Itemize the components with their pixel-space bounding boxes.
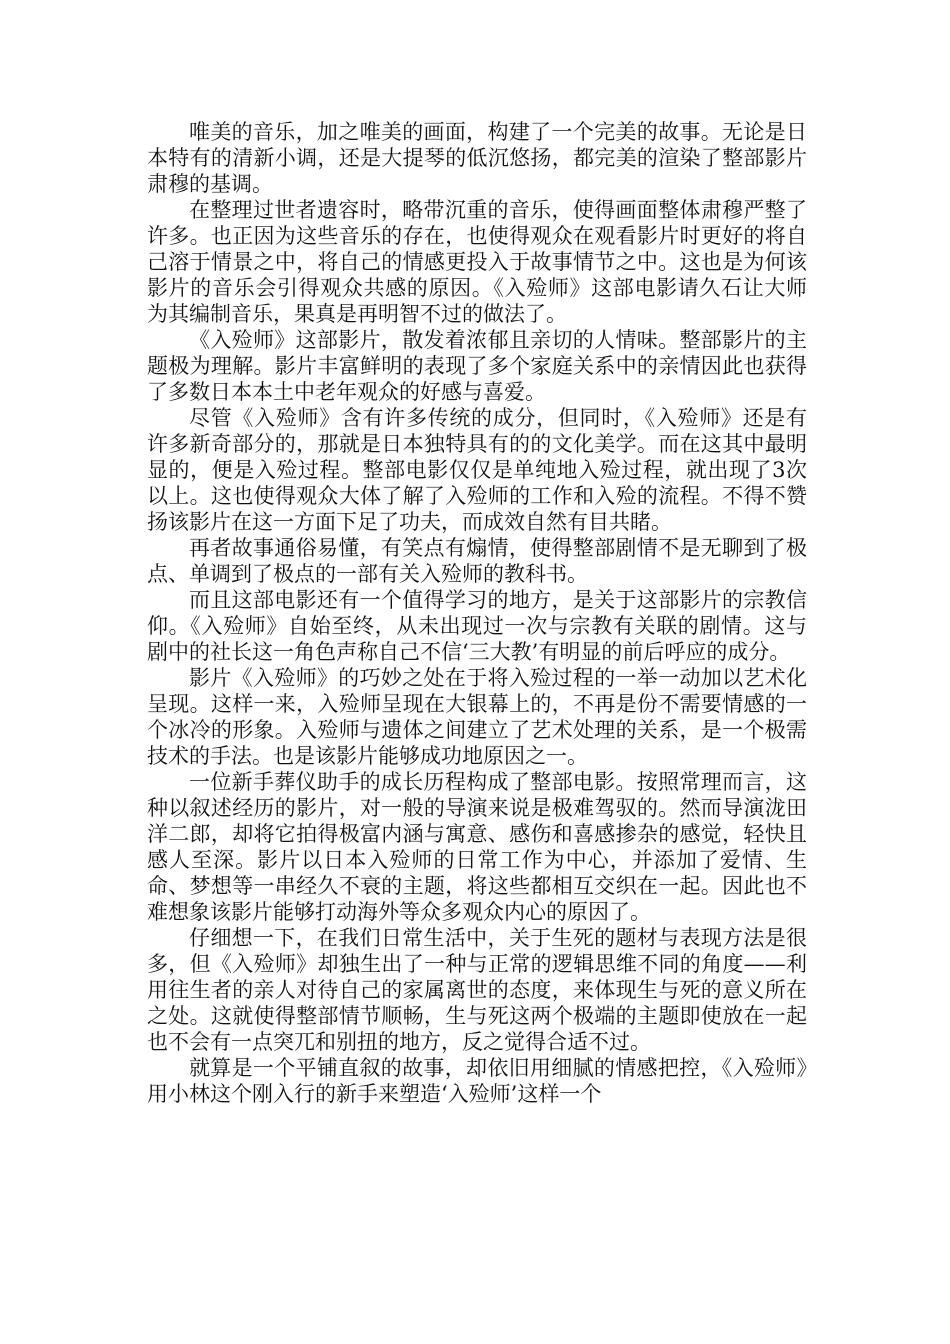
paragraph-artistry: 影片《入殓师》的巧妙之处在于将入殓过程的一举一动加以艺术化呈现。这样一来，入殓师呈现在大银幕上的，不再是份不需要情感的一个冰冷的形象。入殓师与遗体之间建立了艺术处理的关系，是一个极需技术的手法。也是该影片能够成功地原因之一。 bbox=[147, 666, 807, 768]
paragraph-life-death: 仔细想一下，在我们日常生活中，关于生死的题材与表现方法是很多，但《入殓师》却独生出了一种与正常的逻辑思维不同的角度——利用往生者的亲人对待自己的家属离世的态度，来体现生与死的意义所在之处。这就使得整部情节顺畅，生与死这两个极端的主题即使放在一起也不会有一点突兀和别扭的地方，反之觉得合适不过。 bbox=[147, 926, 807, 1054]
paragraph-religion: 而且这部电影还有一个值得学习的地方，是关于这部影片的宗教信仰。《入殓师》自始至终，从未出现过一次与宗教有关联的剧情。这与剧中的社长这一角色声称自己不信‘三大教’有明显的前后呼应的成分。 bbox=[147, 588, 807, 664]
document-page bbox=[147, 119, 807, 1107]
paragraph-story: 再者故事通俗易懂，有笑点有煽情，使得整部剧情不是无聊到了极点、单调到了极点的一部有关入殓师的教科书。 bbox=[147, 536, 807, 586]
paragraph-narrative: 就算是一个平铺直叙的故事，却依旧用细腻的情感把控，《入殓师》用小林这个刚入行的新手来塑造‘入殓师’这样一个 bbox=[147, 1056, 807, 1106]
paragraph-director: 一位新手葬仪助手的成长历程构成了整部电影。按照常理而言，这种以叙述经历的影片，对一般的导演来说是极难驾驭的。然而导演泷田洋二郎，却将它拍得极富内涵与寓意、感伤和喜感掺杂的感觉，轻快且感人至深。影片以日本入殓师的日常工作为中心，并添加了爱情、生命、梦想等一串经久不衰的主题，将这些都相互交织在一起。因此也不难想象该影片能够打动海外等众多观众内心的原因了。 bbox=[147, 770, 807, 924]
paragraph-human-touch: 《入殓师》这部影片，散发着浓郁且亲切的人情味。整部影片的主题极为理解。影片丰富鲜明的表现了多个家庭关系中的亲情因此也获得了多数日本本土中老年观众的好感与喜爱。 bbox=[147, 328, 807, 404]
paragraph-music: 唯美的音乐，加之唯美的画面，构建了一个完美的故事。无论是日本特有的清新小调，还是大提琴的低沉悠扬，都完美的渲染了整部影片肃穆的基调。 bbox=[147, 120, 807, 196]
paragraph-tradition: 尽管《入殓师》含有许多传统的成分，但同时，《入殓师》还是有许多新奇部分的，那就是日本独特具有的的文化美学。而在这其中最明显的，便是入殓过程。整部电影仅仅是单纯地入殓过程，就出现了3次以上。这也使得观众大体了解了入殓师的工作和入殓的流程。不得不赞扬该影片在这一方面下足了功夫，而成效自然有目共睹。 bbox=[147, 406, 807, 534]
paragraph-music-effect: 在整理过世者遗容时，略带沉重的音乐，使得画面整体肃穆严整了许多。也正因为这些音乐的存在，也使得观众在观看影片时更好的将自己溶于情景之中，将自己的情感更投入于故事情节之中。这也是为何该影片的音乐会引得观众共感的原因。《入殓师》这部电影请久石让大师为其编制音乐，果真是再明智不过的做法了。 bbox=[147, 198, 807, 326]
